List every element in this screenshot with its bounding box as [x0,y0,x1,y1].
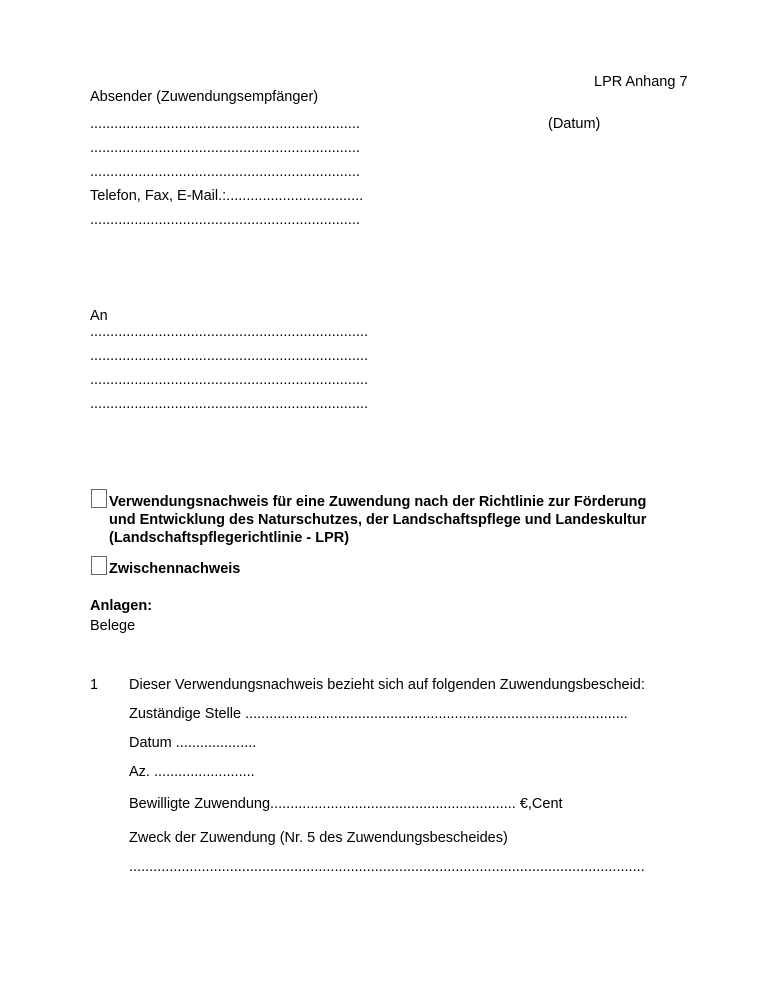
grant-amount-field: Bewilligte Zuwendung............................................................. €,Cent [129,796,563,812]
recipient-heading: An [90,308,108,324]
purpose-line: ................................................................................................................................ [129,859,645,875]
sender-line: ................................................................... [90,212,360,228]
recipient-line: ..................................................................... [90,372,368,388]
zwischennachweis-label: Zwischennachweis [109,561,241,577]
sender-contact-line: Telefon, Fax, E-Mail.:.................................. [90,188,364,204]
authority-field: Zuständige Stelle ............................................................................................... [129,706,628,722]
verwendungsnachweis-checkbox[interactable] [91,489,107,508]
sender-heading: Absender (Zuwendungsempfänger) [90,89,319,105]
sender-line: ................................................................... [90,116,360,132]
date-field: Datum .................... [129,735,257,751]
recipient-line: ..................................................................... [90,396,368,412]
section-intro: Dieser Verwendungsnachweis bezieht sich auf folgenden Zuwendungsbescheid: [129,677,645,693]
section-number: 1 [90,677,99,693]
date-label: (Datum) [548,116,601,132]
verwendungsnachweis-label: und Entwicklung des Naturschutzes, der Landschaftspflege und Landeskultur [109,512,647,528]
reference-field: Az. ......................... [129,764,255,780]
recipient-line: ..................................................................... [90,324,368,340]
verwendungsnachweis-label: (Landschaftspflegerichtlinie - LPR) [109,530,350,546]
sender-line: ................................................................... [90,164,360,180]
purpose-label: Zweck der Zuwendung (Nr. 5 des Zuwendungsbescheides) [129,830,508,846]
recipient-line: ..................................................................... [90,348,368,364]
attachments-heading: Anlagen: [90,598,153,614]
verwendungsnachweis-label: Verwendungsnachweis für eine Zuwendung nach der Richtlinie zur Förderung [109,494,647,510]
annex-label: LPR Anhang 7 [594,74,688,90]
sender-line: ................................................................... [90,140,360,156]
attachments-item: Belege [90,618,136,634]
zwischennachweis-checkbox[interactable] [91,556,107,575]
